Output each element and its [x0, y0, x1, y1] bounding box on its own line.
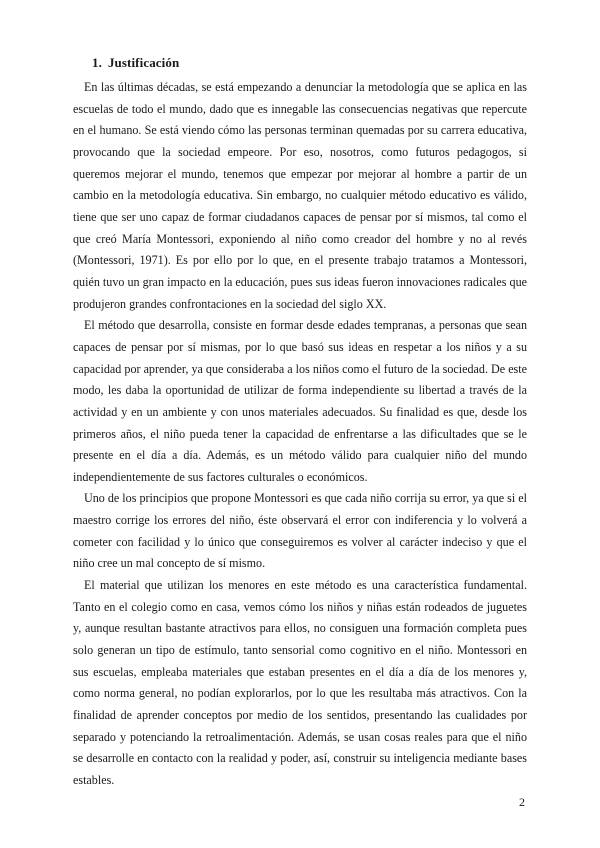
- paragraph: En las últimas décadas, se está empezando a denunciar la metodología que se aplica en las escuelas de todo el mundo, dado que es innegable las consecuencias negativas que repercute en el humano. Se está viendo cómo las personas terminan quemadas por su carrera educativa, provocando que la sociedad empeore. Por eso, nosotros, como futuros pedagogos, si queremos mejorar el mundo, tenemos que empezar por mejorar al hombre a partir de un cambio en la metodología educativa. Sin embargo, no cualquier método educativo es válido, tiene que ser uno capaz de formar ciudadanos capaces de pensar por sí mismos, tal como el que creó María Montessori, exponiendo al niño como creador del hombre y no al revés (Montessori, 1971). Es por ello por lo que, en el presente trabajo tratamos a Montessori, quién tuvo un gran impacto en la educación, pues sus ideas fueron innovaciones radicales que produjeron grandes confrontaciones en la sociedad del siglo XX.: [73, 80, 527, 311]
- body-text: [73, 77, 527, 792]
- section-title: Justificación: [107, 55, 180, 70]
- section-heading: [92, 55, 179, 71]
- page-number: 2: [519, 795, 525, 809]
- paragraph: Uno de los principios que propone Montessori es que cada niño corrija su error, ya que si el maestro corrige los errores del niño, éste observará el error con indiferencia y lo volverá a cometer con facilidad y lo único que conseguiremos es volver al carácter indeciso y que el niño cree un mal concepto de sí mismo.: [73, 491, 527, 571]
- section-number: 1.: [92, 55, 102, 70]
- paragraph: El material que utilizan los menores en este método es una característica fundamental. Tanto en el colegio como en casa, vemos cómo los niños y niñas están rodeados de juguetes y, aunque resultan bastante atractivos para ellos, no consiguen una formación completa pues solo generan un tipo de estímulo, tanto sensorial como cognitivo en el niño. Montessori en sus escuelas, empleaba materiales que estaban presentes en el día a día de los menores y, como norma general, no podían explorarlos, por lo que les resultaba más atractivos. Con la finalidad de aprender conceptos por medio de los sentidos, presentando las cualidades por separado y potenciando la retroalimentación. Además, se usan cosas reales para que el niño se desarrolle en contacto con la realidad y poder, así, construir su inteligencia mediante bases estables.: [73, 578, 527, 787]
- paragraph: El método que desarrolla, consiste en formar desde edades tempranas, a personas que sean capaces de pensar por sí mismas, por lo que basó sus ideas en respetar a los niños y a su capacidad por aprender, ya que consideraba a los niños como el futuro de la sociedad. De este modo, les daba la oportunidad de utilizar de forma independiente su libertad a través de la actividad y en un ambiente y con unos materiales adecuados. Su finalidad es que, desde los primeros años, el niño pueda tener la capacidad de enfrentarse a las dificultades que se le presente en el día a día. Además, es un método válido para cualquier niño del mundo independientemente de sus factores culturales o económicos.: [73, 318, 527, 484]
